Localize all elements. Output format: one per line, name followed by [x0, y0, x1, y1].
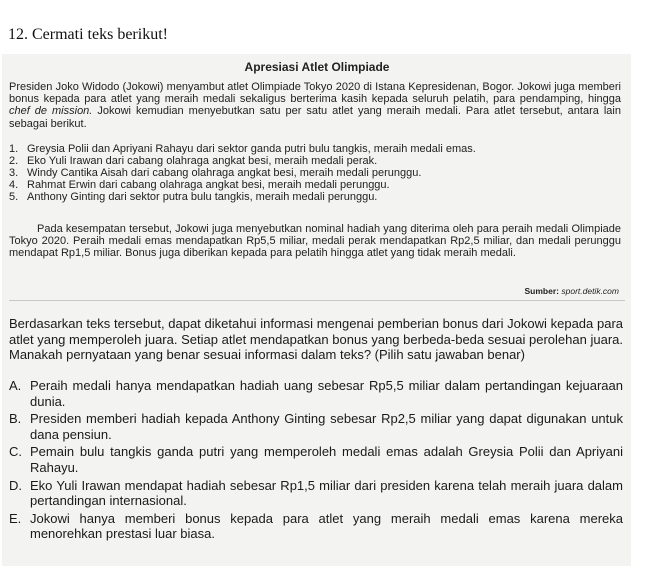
article-title: Apresiasi Atlet Olimpiade: [244, 60, 390, 74]
question-number: 12. Cermati teks berikut!: [8, 26, 168, 43]
article-intro: Presiden Joko Widodo (Jokowi) menyambut atlet Olimpiade Tokyo 2020 di Istana Kepresidenan, Bogor. Jokowi juga memberi bonus kepada para atlet yang meraih medali sekaligus berterima kasih kepada seluruh pelatih, para pendamping, hingga chef de mission. Jokowi kemudian menyebutkan satu per satu atlet yang meraih medali. Para atlet tersebut, antara lain sebagai berikut.: [9, 81, 621, 130]
question-text: Berdasarkan teks tersebut, dapat diketahui informasi mengenai pemberian bonus dari Jokowi kepada para atlet yang memperoleh juara. Setiap atlet mendapatkan bonus yang berbeda-beda sesuai perolehan juara. Manakah pernyataan yang benar sesuai informasi dalam teks? (Pilih satu jawaban benar): [9, 316, 623, 363]
source-credit: Sumber: sport.detik.com: [524, 286, 619, 296]
option-a[interactable]: A. Peraih medali hanya mendapatkan hadiah uang sebesar Rp5,5 miliar dalam pertandingan kejuaraan dunia.: [9, 378, 623, 409]
list-item: 1. Greysia Polii dan Apriyani Rahayu dari sektor ganda putri bulu tangkis, meraih medali emas.: [9, 143, 476, 155]
option-b[interactable]: B. Presiden memberi hadiah kepada Anthony Ginting sebesar Rp2,5 miliar yang dapat digunakan untuk dana pensiun.: [9, 411, 623, 442]
option-d[interactable]: D. Eko Yuli Irawan mendapat hadiah sebesar Rp1,5 miliar dari presiden karena telah meraih juara dalam pertandingan internasional.: [9, 477, 623, 509]
question-scan: [2, 54, 631, 566]
option-c[interactable]: C. Pemain bulu tangkis ganda putri yang memperoleh medali emas adalah Greysia Polii dan Apriyani Rahayu.: [9, 444, 623, 475]
list-item: 4. Rahmat Erwin dari cabang olahraga angkat besi, meraih medali perunggu.: [9, 179, 390, 192]
list-item: 2. Eko Yuli Irawan dari cabang olahraga angkat besi, meraih medali perak.: [9, 155, 378, 168]
list-item: 3. Windy Cantika Aisah dari cabang olahraga angkat besi, meraih medali perunggu.: [9, 167, 422, 180]
divider: [9, 300, 625, 301]
answer-options: [9, 378, 623, 544]
option-e[interactable]: E. Jokowi hanya memberi bonus kepada para atlet yang meraih medali emas karena mereka menorehkan prestasi luar biasa.: [9, 510, 623, 542]
article-closing: Pada kesempatan tersebut, Jokowi juga menyebutkan nominal hadiah yang diterima oleh para peraih medali Olimpiade Tokyo 2020. Peraih medali emas mendapatkan Rp5,5 miliar, medali perak mendapatkan Rp2,5 miliar, dan medali perunggu mendapat Rp1,5 miliar. Bonus juga diberikan kepada para pelatih hingga atlet yang tidak meraih medali.: [9, 223, 621, 260]
medalist-list: [9, 143, 621, 203]
list-item: 5. Anthony Ginting dari sektor putra bulu tangkis, meraih medali perunggu.: [9, 191, 378, 204]
